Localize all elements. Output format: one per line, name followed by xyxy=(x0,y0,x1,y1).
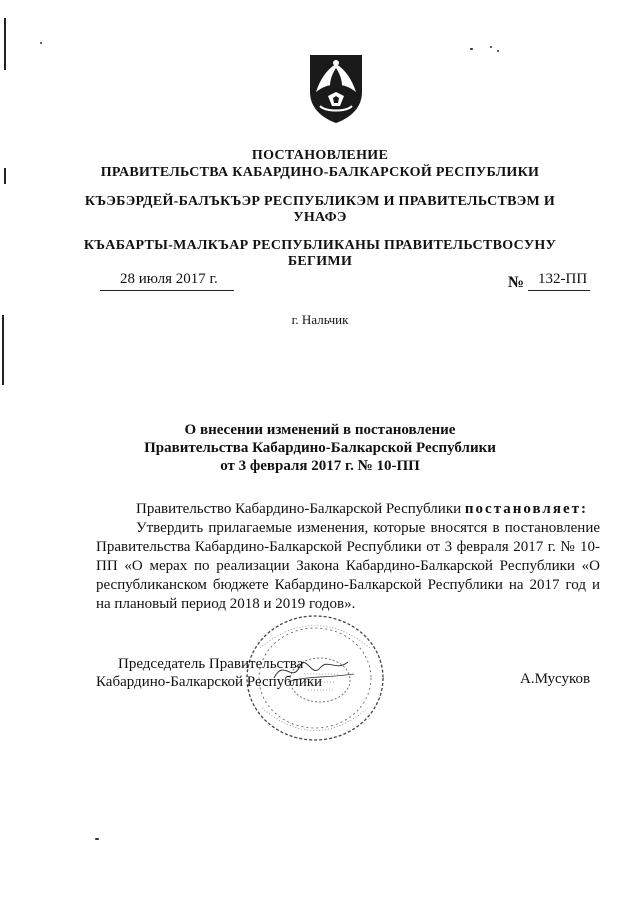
issuer-heading: ПРАВИТЕЛЬСТВА КАБАРДИНО-БАЛКАРСКОЙ РЕСПУБЛИКИ xyxy=(100,165,540,180)
scan-edge-mark xyxy=(4,18,6,70)
kabardian-heading-line1: КЪЭБЭРДЕЙ-БАЛЪКЪЭР РЕСПУБЛИКЭМ И ПРАВИТЕЛЬСТВЭМ И xyxy=(84,194,556,209)
kabardian-heading-line2: УНАФЭ xyxy=(293,210,347,225)
scan-speck xyxy=(497,50,499,52)
scan-speck xyxy=(470,48,473,50)
signatory-position-line1: Председатель Правительства xyxy=(118,656,304,672)
title-line3: от 3 февраля 2017 г. № 10-ПП xyxy=(220,458,420,474)
title-line1: О внесении изменений в постановление xyxy=(184,422,456,438)
doc-type-heading: ПОСТАНОВЛЕНИЕ xyxy=(251,148,389,163)
decree-verb: постановляет: xyxy=(464,501,588,517)
decree-preamble xyxy=(136,500,596,519)
balkar-heading-line1: КЪАБАРТЫ-МАЛКЪАР РЕСПУБЛИКАНЫ ПРАВИТЕЛЬСТВОСУНУ xyxy=(83,238,557,253)
scan-speck xyxy=(95,838,99,840)
decree-paragraph: Утвердить прилагаемые изменения, которые вносятся в постановление Правительства Кабардино-Балкарской Республики от 3 февраля 2017 г. № 10-ПП «О мерах по реализации Закона Кабардино-Балкарской Республики «О республиканском бюджете Кабардино-Балкарской Республики на 2017 год и на плановый период 2018 и 2019 годов». xyxy=(96,520,600,612)
document-date: 28 июля 2017 г. xyxy=(120,271,218,287)
coat-of-arms-emblem xyxy=(306,52,366,124)
preamble-text: Правительство Кабардино-Балкарской Республики xyxy=(136,501,462,517)
scan-speck xyxy=(40,42,42,44)
title-line2: Правительства Кабардино-Балкарской Республики xyxy=(144,440,496,456)
date-underline xyxy=(100,290,234,291)
number-underline xyxy=(528,290,590,291)
scan-speck xyxy=(490,46,492,48)
balkar-heading-line2: БЕГИМИ xyxy=(287,254,353,269)
city: г. Нальчик xyxy=(291,312,349,327)
number-sign: № xyxy=(508,274,525,291)
signatory-name: А.Мусуков xyxy=(520,671,591,687)
signatory-position-line2: Кабардино-Балкарской Республики xyxy=(96,674,323,690)
document-number: 132-ПП xyxy=(538,271,588,287)
